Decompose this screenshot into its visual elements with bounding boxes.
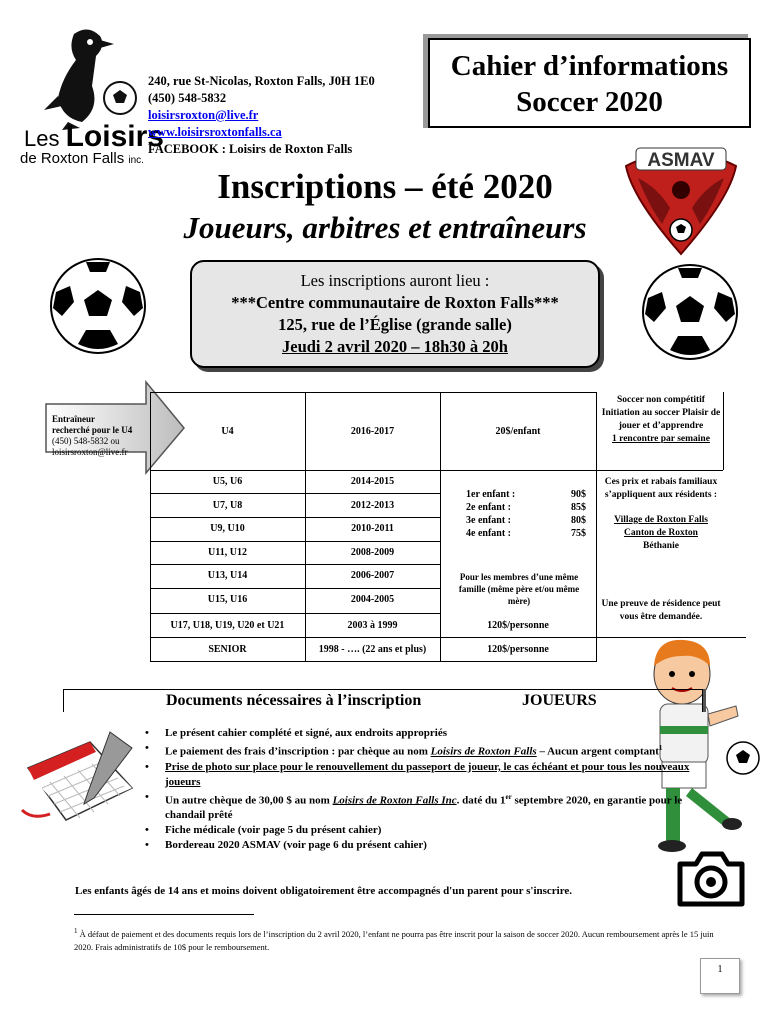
category-cell: U11, U12 (208, 547, 247, 558)
list-item: • Fiche médicale (voir page 5 du présent cahier) (145, 823, 705, 838)
list-item: • Bordereau 2020 ASMAV (voir page 6 du présent cahier) (145, 838, 705, 853)
main-heading: Inscriptions – été 2020 (217, 167, 553, 206)
side-note-1: Soccer non compétitif Initiation au soccer Plaisir de jouer et d’apprendre 1 rencontre par semaine (601, 395, 721, 444)
fees-table (150, 392, 723, 662)
category-cell: SENIOR (208, 644, 247, 655)
side-note-3: Une preuve de résidence peut vous être demandée. (601, 599, 721, 622)
year-cell: 1998 - …. (22 ans et plus) (318, 644, 427, 655)
category-cell: U7, U8 (212, 500, 243, 511)
website-link[interactable]: www.loisirsroxtonfalls.ca (148, 125, 282, 139)
list-item: • Le présent cahier complété et signé, aux endroits appropriés (145, 726, 705, 741)
title-line1: Cahier d’informations (450, 50, 729, 82)
page-number: 1 (700, 958, 740, 994)
category-cell: U5, U6 (212, 476, 243, 487)
info-line3: 125, rue de l’Église (grande salle) (278, 315, 512, 334)
documents-title: Documents nécessaires à l’inscription (166, 692, 422, 709)
documents-list (145, 726, 705, 853)
family-prices: 1er enfant : 90$ 2e enfant : 85$ 3e enfant : 80$ 4e enfant : 75$ (466, 489, 586, 539)
asmav-label: ASMAV (647, 150, 715, 171)
year-cell: 2014-2015 (350, 476, 395, 487)
list-item: • Un autre chèque de 30,00 $ au nom Loisirs de Roxton Falls Inc. daté du 1er septembre 2020, en garantie pour le chandail prêté (145, 790, 705, 824)
category-cell: U13, U14 (207, 570, 248, 581)
info-line1: Les inscriptions auront lieu : (300, 271, 490, 290)
footnote-rule (74, 914, 254, 915)
camera-icon (676, 848, 746, 908)
year-cell: 2003 à 1999 (347, 620, 398, 631)
parent-required-note: Les enfants âgés de 14 ans et moins doivent obligatoirement être accompagnés d'un parent pour s'inscrire. (75, 885, 573, 897)
family-note: Pour les membres d’une même famille (même père et/ou même mère) (458, 572, 580, 606)
price-u4: 20$/enfant (495, 426, 541, 437)
logo-text: Les Loisirs (24, 120, 164, 153)
calendar-icon (20, 728, 140, 828)
title-line2: Soccer 2020 (516, 86, 663, 118)
contact-block (148, 73, 375, 158)
info-line2: ***Centre communautaire de Roxton Falls*** (231, 293, 559, 312)
sub-heading: Joueurs, arbitres et entraîneurs (183, 210, 587, 245)
year-cell: 2012-2013 (350, 500, 395, 511)
year-cell: 2010-2011 (351, 523, 394, 534)
year-cell: 2006-2007 (350, 570, 395, 581)
list-item: • Le paiement des frais d’inscription : par chèque au nom Loisirs de Roxton Falls – Aucun argent comptant$^1$ (145, 741, 705, 760)
side-note-2: Ces prix et rabais familiaux s’appliquent aux résidents : Village de Roxton Falls Canton de Roxton Béthanie (604, 477, 718, 551)
soccer-ball-icon (48, 256, 148, 356)
documents-tag: JOUEURS (522, 692, 597, 709)
phone: (450) 548-5832 (148, 91, 227, 105)
info-line4: Jeudi 2 avril 2020 – 18h30 à 20h (282, 337, 508, 356)
logo-subtext: de Roxton Falls inc. (20, 150, 144, 167)
category-cell: U9, U10 (210, 523, 245, 534)
category-cell: U15, U16 (207, 594, 248, 605)
facebook: FACEBOOK : Loisirs de Roxton Falls (148, 142, 353, 156)
list-item: • Prise de photo sur place pour le renouvellement du passeport de joueur, le cas échéant et pour tous les nouveaux joueurs (145, 760, 705, 790)
soccer-ball-icon (640, 262, 740, 362)
footnote: $^1$ À défaut de paiement et des documents requis lors de l’inscription du 2 avril 2020, l’enfant ne pourra pas être inscrit pour la saison de soccer 2020. Aucun remboursement après le 15 juin 2020. Frais administratifs de 10$ pour le remboursement. (74, 927, 714, 952)
title-box (428, 38, 751, 128)
price-senior: 120$/personne (487, 644, 549, 655)
email-link[interactable]: loisirsroxton@live.fr (148, 108, 259, 122)
year-cell: 2008-2009 (350, 547, 395, 558)
address: 240, rue St-Nicolas, Roxton Falls, J0H 1E0 (148, 74, 375, 88)
category-cell: U17, U18, U19, U20 et U21 (170, 620, 285, 631)
price-u17: 120$/personne (487, 620, 549, 631)
category-cell: U4 (221, 426, 234, 437)
year-cell: 2004-2005 (350, 594, 395, 605)
info-box (190, 260, 600, 368)
year-cell: 2016-2017 (350, 426, 395, 437)
coach-wanted-note: Entraîneur recherché pour le U4 (450) 548-5832 ou loisirsroxton@live.fr (52, 414, 133, 457)
